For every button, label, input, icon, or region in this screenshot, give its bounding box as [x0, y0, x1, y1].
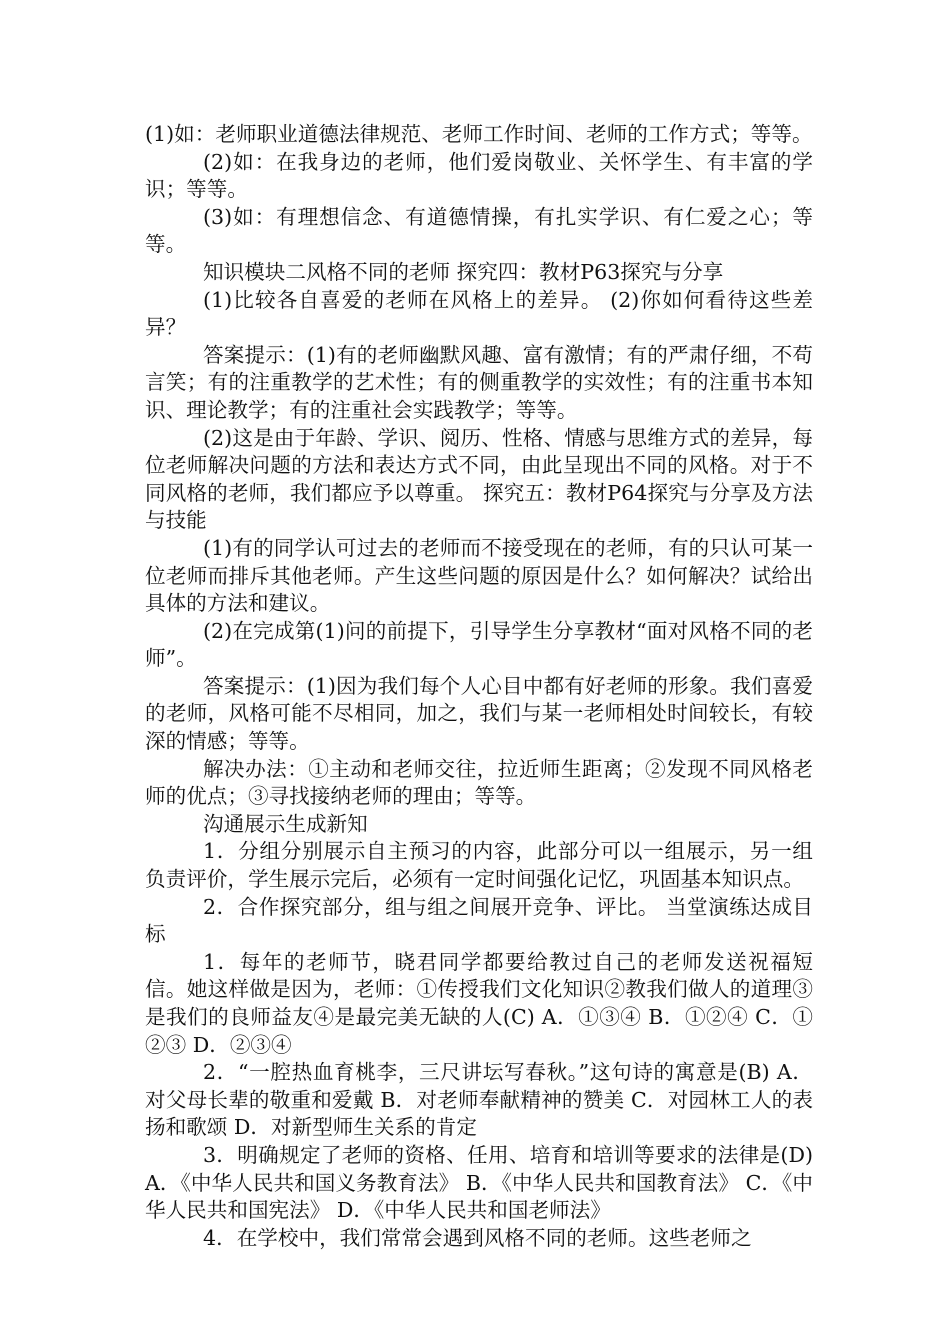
paragraph-explore-five-question-2: (2)在完成第(1)问的前提下，引导学生分享教材“面对风格不同的老师”。: [145, 618, 813, 671]
paragraph-explore-four-questions: (1)比较各自喜爱的老师在风格上的差异。 (2)你如何看待这些差异？: [145, 287, 813, 340]
paragraph-solution: 解决办法：①主动和老师交往，拉近师生距离；②发现不同风格老师的优点；③寻找接纳老师的理由；等等。: [145, 756, 813, 809]
paragraph-answer-3: (3)如：有理想信念、有道德情操，有扎实学识、有仁爱之心；等等。: [145, 204, 813, 257]
paragraph-answer-2: (2)如：在我身边的老师，他们爱岗敬业、关怀学生、有丰富的学识；等等。: [145, 149, 813, 202]
paragraph-answer-1: (1)如：老师职业道德法律规范、老师工作时间、老师的工作方式；等等。: [145, 122, 813, 146]
paragraph-exercise-1: 1．每年的老师节，晓君同学都要给教过自己的老师发送祝福短信。她这样做是因为，老师：①传授我们文化知识②教我们做人的道理③是我们的良师益友④是最完美无缺的人(C) A．①③④ B．①②④ C．①②③ D．②③④: [145, 949, 813, 1057]
paragraph-answer-hint-3: 答案提示：(1)因为我们每个人心目中都有好老师的形象。我们喜爱的老师，风格可能不尽相同，加之，我们与某一老师相处时间较长，有较深的情感；等等。: [145, 673, 813, 754]
paragraph-answer-hint-2: (2)这是由于年龄、学识、阅历、性格、情感与思维方式的差异，每位老师解决问题的方法和表达方式不同，由此呈现出不同的风格。对于不同风格的老师，我们都应予以尊重。 探究五：教材P64探究与分享及方法与技能: [145, 425, 813, 533]
paragraph-exercise-4: 4．在学校中，我们常常会遇到风格不同的老师。这些老师之: [203, 1225, 752, 1250]
paragraph-step-1: 1．分组分别展示自主预习的内容，此部分可以一组展示，另一组负责评价，学生展示完后，必须有一定时间强化记忆，巩固基本知识点。: [145, 839, 813, 892]
paragraph-section-heading: 沟通展示生成新知: [203, 811, 368, 836]
paragraph-answer-hint-1: 答案提示：(1)有的老师幽默风趣、富有激情；有的严肃仔细，不苟言笑；有的注重教学的艺术性；有的侧重教学的实效性；有的注重书本知识、理论教学；有的注重社会实践教学；等等。: [145, 342, 813, 422]
paragraph-exercise-2: 2．“一腔热血育桃李，三尺讲坛写春秋。”这句诗的寓意是(B) A．对父母长辈的敬重和爱戴 B．对老师奉献精神的赞美 C．对园林工人的表扬和歌颂 D．对新型师生关系的肯定: [145, 1060, 813, 1140]
paragraph-module-two-heading: 知识模块二风格不同的老师 探究四：教材P63探究与分享: [203, 259, 724, 284]
paragraph-exercise-3: 3．明确规定了老师的资格、任用、培育和培训等要求的法律是(D) A．《中华人民共和国义务教育法》 B．《中华人民共和国教育法》 C．《中华人民共和国宪法》 D．《中华人民共和国老师法》: [145, 1142, 813, 1223]
paragraph-explore-five-question-1: (1)有的同学认可过去的老师而不接受现在的老师，有的只认可某一位老师而排斥其他老师。产生这些问题的原因是什么？如何解决？试给出具体的方法和建议。: [145, 535, 813, 616]
paragraph-step-2: 2．合作探究部分，组与组之间展开竞争、评比。 当堂演练达成目标: [145, 894, 813, 947]
document-body: [145, 121, 813, 1252]
